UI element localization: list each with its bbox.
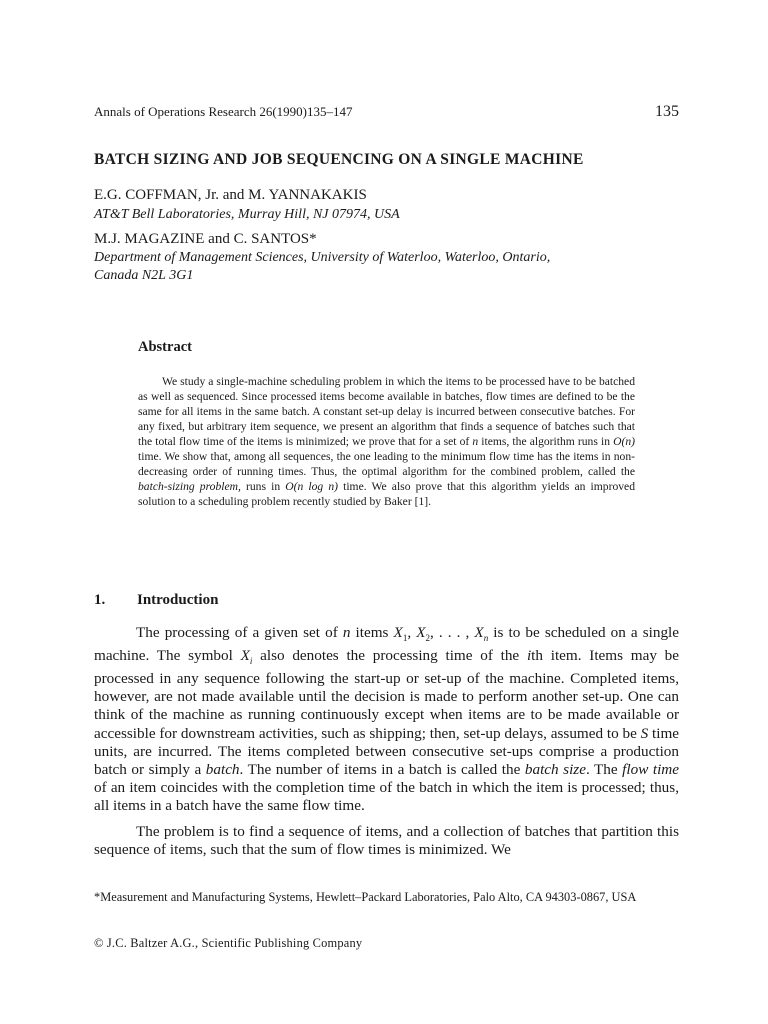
abstract-heading: Abstract — [138, 339, 192, 355]
paper-title: BATCH SIZING AND JOB SEQUENCING ON A SINGLE MACHINE — [94, 151, 584, 168]
footnote: *Measurement and Manufacturing Systems, Hewlett–Packard Laboratories, Palo Alto, CA 94303-0867, USA — [94, 890, 637, 904]
authors-second-group: M.J. MAGAZINE and C. SANTOS* — [94, 231, 317, 247]
intro-paragraph-2: The problem is to find a sequence of items, and a collection of batches that partition this sequence of items, such that the sum of flow times is minimized. We — [94, 823, 679, 859]
authors-first-group: E.G. COFFMAN, Jr. and M. YANNAKAKIS — [94, 187, 367, 203]
abstract-body: We study a single-machine scheduling problem in which the items to be processed have to be batched as well as sequenced. Since processed items become available in batches, flow times are defined to be the same for all items in the same batch. A constant set-up delay is incurred between consecutive batches. For any fixed, but arbitrary item sequence, we present an algorithm that finds a sequence of batches such that the total flow time of the items is minimized; we prove that for a set of n items, the algorithm runs in O(n) time. We show that, among all sequences, the one leading to the minimum flow time has the items in non-decreasing order of running times. Thus, the optimal algorithm for the combined problem, called the batch-sizing problem, runs in O(n log n) time. We also prove that this algorithm yields an improved solution to a scheduling problem recently studied by Baker [1]. — [138, 375, 636, 508]
copyright-notice: © J.C. Baltzer A.G., Scientific Publishing Company — [94, 936, 363, 950]
affiliation-second-line1: Department of Management Sciences, University of Waterloo, Waterloo, Ontario, — [94, 250, 551, 265]
affiliation-second-line2: Canada N2L 3G1 — [94, 268, 194, 283]
affiliation-first-group: AT&T Bell Laboratories, Murray Hill, NJ 07974, USA — [94, 207, 400, 222]
journal-reference: Annals of Operations Research 26(1990)135–147 — [94, 104, 353, 119]
running-head — [94, 103, 679, 121]
intro-paragraph-1: The processing of a given set of n items $X_1$, $X_2$, . . . , $X_n$ is to be scheduled on a single machine. The symbol $X_i$ also denotes the processing time of the ith item. Items may be processed in any sequence following the start-up or set-up of the machine. Completed items, however, are not made available until the decision is made to perform another set-up. One can think of the machine as running continuously except when items are to be made available or accessible for downstream activities, such as shipping; then, set-up delays, assumed to be S time units, are incurred. The items completed between consecutive set-ups comprise a production batch or simply a batch. The number of items in a batch is called the batch size. The flow time of an item coincides with the completion time of the batch in which the item is processed; thus, all items in a batch have the same flow time. — [94, 624, 680, 814]
page-number: 135 — [655, 103, 679, 120]
section-heading-introduction: 1. Introduction — [94, 592, 219, 608]
